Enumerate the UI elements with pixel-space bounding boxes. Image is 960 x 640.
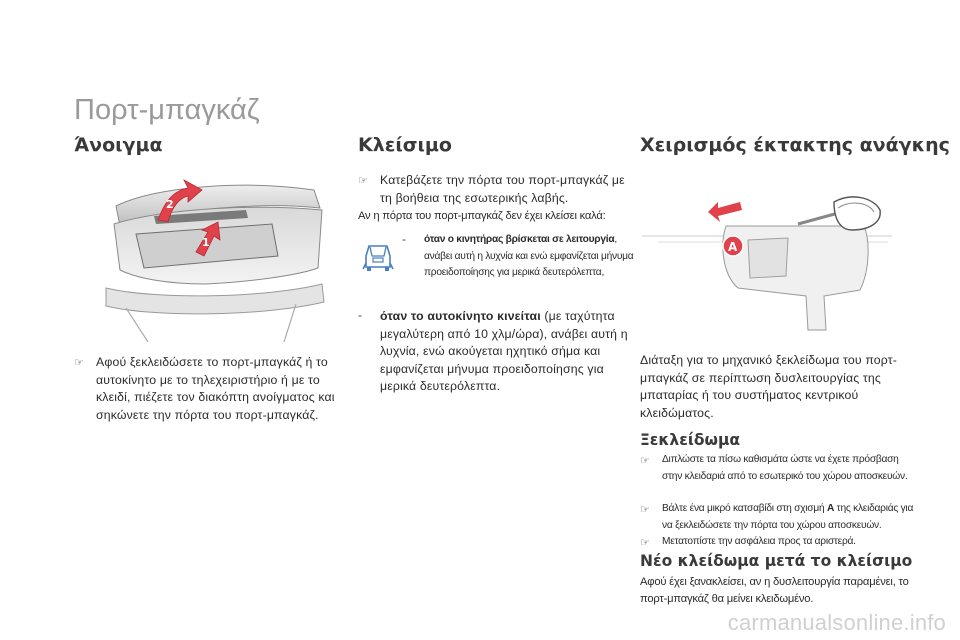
lock-mechanism-drawing <box>638 180 896 342</box>
vehicle-moving-condition: όταν το αυτοκίνητο κινείται <box>380 309 541 323</box>
emergency-heading: Χειρισμός έκτακτης ανάγκης <box>640 134 950 156</box>
marker-label: A <box>728 240 738 254</box>
unlock-step-3: ☞ Μετατοπίστε την ασφάλεια προς τα αριστερά. <box>640 536 856 549</box>
tailgate-drawing <box>96 168 328 342</box>
pointing-hand-icon: ☞ <box>640 537 650 549</box>
closing-text: Κατεβάζετε την πόρτα του πορτ-μπαγκάζ με τη βοήθεια της εσωτερικής λαβής. <box>380 173 625 205</box>
relock-text: Αφού έχει ξανακλείσει, αν η δυσλειτουργία παραμένει, το πορτ-μπαγκάζ θα μείνει κλειδωμένο. <box>640 576 909 605</box>
emergency-unlock-illustration <box>638 180 896 342</box>
arrow-label-1: 1 <box>202 236 210 249</box>
opening-heading: Άνοιγμα <box>74 134 163 156</box>
pointing-hand-icon: ☞ <box>640 504 650 516</box>
engine-running-condition: όταν ο κινητήρας βρίσκεται σε λειτουργία <box>424 234 615 245</box>
engine-running-warning: - όταν ο κινητήρας βρίσκεται σε λειτουργία, ανάβει αυτή η λυχνία και ενώ εμφανίζεται μήνυμα προειδοποίησης για μερικά δευτερόλεπτα, <box>402 232 634 278</box>
arrow-label-2: 2 <box>166 198 174 211</box>
emergency-description: Διάταξη για το μηχανικό ξεκλείδωμα του πορτ-μπαγκάζ σε περίπτωση δυσλειτουργίας της μπαταρίας ή του συστήματος κεντρικού κλειδώματος. <box>640 353 897 420</box>
engine-running-details: , ανάβει αυτή η λυχνία και ενώ εμφανίζεται μήνυμα προειδοποίησης για μερικά δευτερόλεπτα, <box>424 234 634 278</box>
relock-heading: Νέο κλείδωμα μετά το κλείσιμο <box>640 552 913 570</box>
closing-heading: Κλείσιμο <box>358 134 452 156</box>
pointing-hand-icon: ☞ <box>358 175 368 187</box>
closing-intro: Αν η πόρτα του πορτ-μπαγκάζ δεν έχει κλείσει καλά: <box>358 210 606 222</box>
unlock-step-1: ☞ Διπλώστε τα πίσω καθισμάτα ώστε να έχετε πρόσβαση στην κλειδαριά από το εσωτερικό του χώρου αποσκευών. <box>640 452 916 485</box>
watermark: carmanualsonline.info <box>727 610 946 635</box>
opening-instruction <box>74 354 336 424</box>
slide-left-arrow <box>708 202 742 222</box>
vehicle-moving-warning: - όταν το αυτοκίνητο κινείται (με ταχύτητα μεγαλύτερη από 10 χλμ/ώρα), ανάβει αυτή η λυχνία, ενώ ακούγεται ηχητικό σήμα και εμφανίζεται μήνυμα προειδοποίησης για μερικά δευτερόλεπτα. <box>358 308 628 393</box>
page-title: Πορτ-μπαγκάζ <box>74 94 260 126</box>
vehicle-moving-details: (με ταχύτητα μεγαλύτερη από 10 χλμ/ώρα), ανάβει αυτή η λυχνία, ενώ ακούγεται ηχητικό σήμα και εμφανίζεται μήνυμα προειδοποίησης για μερικά δευτερόλεπτα. <box>380 309 628 393</box>
pointing-hand-icon: ☞ <box>640 455 650 467</box>
car-door-open-icon <box>361 238 395 274</box>
opening-text: Αφού ξεκλειδώσετε το πορτ-μπαγκάζ ή το αυτοκίνητο με το τηλεχειριστήριο ή με το κλειδί, πιέζετε τον διακόπτη ανοίγματος και σηκώνετε την πόρτα του πορτ-μπαγκάζ. <box>96 355 335 422</box>
trunk-opening-illustration <box>96 168 328 342</box>
closing-instruction <box>358 172 628 207</box>
unlock-heading: Ξεκλείδωμα <box>640 431 741 449</box>
pointing-hand-icon: ☞ <box>74 357 84 369</box>
unlock-step-2: ☞ Βάλτε ένα μικρό κατσαβίδι στη σχισμή A της κλειδαριάς για να ξεκλειδώσετε την πόρτα του χώρου αποσκευών. <box>640 501 916 534</box>
